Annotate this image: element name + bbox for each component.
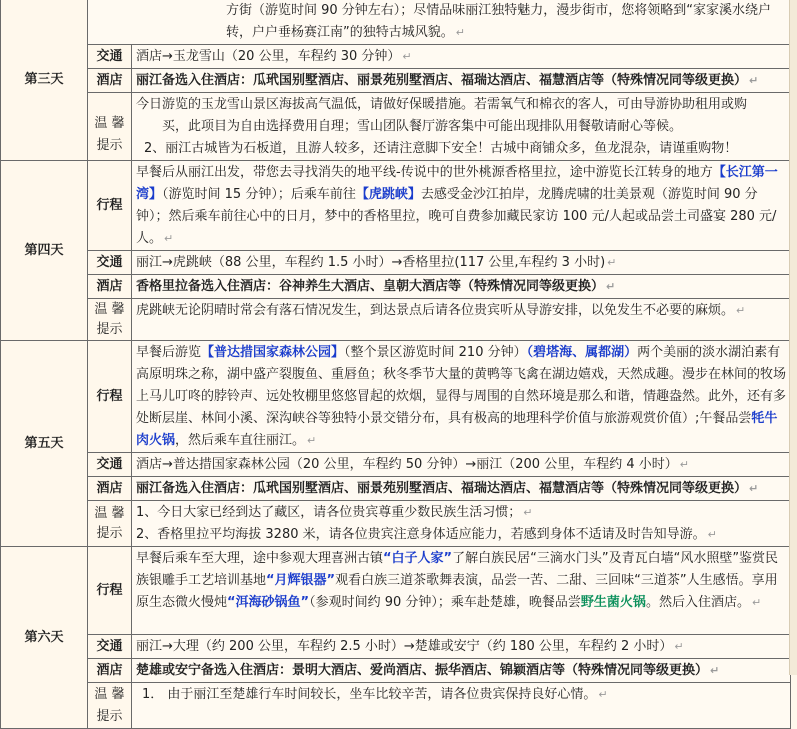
- day4-hotel-text: 香格里拉备选入住酒店：谷神养生大酒店、皇朝大酒店等（特殊情况同等级更换）: [136, 279, 605, 294]
- tip-label-text: 温 馨 提示: [94, 302, 125, 337]
- day4-hotel-label: 酒店: [88, 275, 132, 299]
- day3-tip-line3: 2、丽江古城皆为石板道，且游人较多，还请注意脚下安全！古城中商铺众多，鱼龙混杂，请谨重购物！: [144, 141, 738, 156]
- day4-highlight-tiger-leaping-gorge: 【虎跳峡】: [355, 187, 421, 202]
- day3-traffic-row: [1, 45, 791, 69]
- day6-traffic-label: 交通: [88, 635, 132, 659]
- day4-tips: [132, 299, 791, 341]
- day5-text-c: 两个美丽的淡水湖泊素有高原明珠之称，湖中盛产裂腹鱼、重唇鱼；秋冬季节大量的黄鸭等飞禽在湖边嬉戏，天然成趣。漫步在林间的牧场上马儿叮咚的脖铃声、远处牧棚里悠悠冒起的炊烟，显得与周围的自然环境是那么和谐，情趣盎然。此外，还有多处断层崖、林间小溪、深沟峡谷等独特小景交错分布，具有极高的地理科学价值与旅游观赏价值）;午餐品尝: [136, 345, 787, 426]
- day6-text-c: 观看白族三道茶歌舞表演，品尝一苦、二甜、三回味“三道茶”人生感悟。享用原生态微火慢炖: [136, 573, 778, 610]
- return-mark: ↵: [751, 596, 762, 609]
- return-mark: ↵: [402, 50, 412, 63]
- day5-itinerary: [132, 341, 791, 453]
- return-mark: ↵: [307, 434, 317, 447]
- day6-tip-label: [88, 683, 132, 729]
- return-mark: ↵: [710, 664, 720, 677]
- day5-hotel: [132, 477, 791, 501]
- day3-traffic-text: 酒店→玉龙雪山（20 公里，车程约 30 分钟）: [136, 49, 401, 64]
- return-mark: ↵: [598, 688, 608, 701]
- day5-hotel-row: [1, 477, 791, 501]
- day5-tip-row: [1, 501, 791, 547]
- day3-top-row: [1, 0, 791, 45]
- return-mark: ↵: [455, 26, 465, 39]
- day6-text-d: （参观时间约 90 分钟）；乘车赴楚雄，晚餐品尝: [309, 595, 581, 610]
- day5-label: 第五天: [1, 341, 88, 547]
- day4-text-c: 去感受金沙江拍岸，龙腾虎啸的壮美景观（游览时间 90 分钟）；然后乘车前往心中的日月，梦中的香格里拉，晚可自费参加藏民家访 100 元/人起或品尝土司盛宴 280 元/人。: [136, 187, 777, 246]
- day4-traffic-text: 丽江→虎跳峡（88 公里，车程约 1.5 小时）→香格里拉(117 公里,车程约 3 小时): [136, 255, 606, 270]
- day4-tip-label: [88, 299, 132, 341]
- day6-hotel-text: 楚雄或安宁备选入住酒店：景明大酒店、爱尚酒店、振华酒店、锦颖酒店等（特殊情况同等级更换）: [136, 663, 709, 678]
- day5-itinerary-row: [1, 341, 791, 453]
- day3-hotel-label: 酒店: [88, 69, 132, 93]
- return-mark: ↵: [606, 280, 616, 293]
- day4-tip-row: [1, 299, 791, 341]
- day5-tip-line2: [136, 524, 786, 546]
- day3-hotel-row: [1, 69, 791, 93]
- day6-hotel-row: [1, 659, 791, 683]
- day3-tips: [132, 93, 791, 161]
- day6-hotel-label: 酒店: [88, 659, 132, 683]
- day6-highlight-silverware: “月辉银器”: [266, 573, 336, 588]
- day5-text-b: （整个景区游览时间 210 分钟）: [344, 345, 527, 360]
- return-mark: ↵: [674, 640, 684, 653]
- day4-traffic-row: [1, 251, 791, 275]
- day4-itinerary-label: 行程: [88, 161, 132, 251]
- day3-tip-line2: 买，此项目为自由选择费用自理；雪山团队餐厅游客集中可能出现排队用餐敬请耐心等候。: [162, 119, 683, 134]
- day3-tip-line1: 今日游览的玉龙雪山景区海拔高气温低，请做好保暖措施。若需氧气和棉衣的客人，可由导游协助租用或购: [136, 97, 748, 112]
- day3-traffic: [132, 45, 791, 69]
- day4-label: 第四天: [1, 161, 88, 341]
- day4-traffic-label: 交通: [88, 251, 132, 275]
- day3-hotel: [132, 69, 791, 93]
- day5-text-a: 早餐后游览: [136, 345, 202, 360]
- day6-itinerary-row: [1, 547, 791, 635]
- day5-tip1-text: 1、今日大家已经到达了藏区，请各位贵宾尊重少数民族生活习惯；: [136, 505, 522, 520]
- return-mark: ↵: [736, 304, 746, 317]
- day6-traffic-row: [1, 635, 791, 659]
- day6-text-a: 早餐后乘车至大理，途中参观大理喜洲古镇: [136, 551, 384, 566]
- day4-hotel: [132, 275, 791, 299]
- page-edge: [789, 0, 797, 675]
- day5-traffic: [132, 453, 791, 477]
- day6-traffic: [132, 635, 791, 659]
- day3-traffic-label: 交通: [88, 45, 132, 69]
- day5-highlight-pudacuo-park: 【普达措国家森林公园】: [201, 345, 345, 360]
- day6-traffic-text: 丽江→大理（约 200 公里，车程约 2.5 小时）→楚雄或安宁（约 180 公里，车程约 2 小时）: [136, 639, 673, 654]
- day4-traffic: [132, 251, 791, 275]
- tip-label-text: 温 馨 提示: [94, 687, 125, 724]
- day3-itinerary-cont: [88, 0, 791, 45]
- day5-tip-label: [88, 501, 132, 547]
- day6-tips: [132, 683, 791, 729]
- day6-highlight-mushroom-hotpot: 野生菌火锅: [580, 595, 646, 610]
- day5-highlight-lakes: （碧塔海、属都湖）: [526, 345, 638, 360]
- day6-text-b: 了解白族民居“三滴水门头”及青瓦白墙“风水照壁”鉴赏民族银雕手工艺培训基地: [136, 551, 779, 588]
- day5-text-d: ，然后乘车直往丽江。: [175, 433, 306, 448]
- day4-itinerary-row: [1, 161, 791, 251]
- day6-itinerary-label: 行程: [88, 547, 132, 635]
- day4-itinerary: [132, 161, 791, 251]
- day3-top-text: 方街（游览时间 90 分钟左右）；尽情品味丽江独特魅力，漫步街市，您将领略到“家家溪水绕户转，户户垂杨赛江南”的独特古城风貌。: [226, 3, 772, 40]
- day6-tip-row: [1, 683, 791, 729]
- day6-tip-text: 1． 由于丽江至楚雄行车时间较长，坐车比较辛苦，请各位贵宾保持良好心情。: [142, 687, 597, 702]
- day4-text-a: 早餐后从丽江出发，带您去寻找消失的地平线-传说中的世外桃源香格里拉，途中游览长江转身的地方: [136, 165, 713, 180]
- return-mark: ↵: [607, 256, 617, 269]
- day3-tip-label: [88, 93, 132, 161]
- day5-highlight-yak-hotpot: 牦牛肉火锅: [136, 411, 778, 448]
- day3-tip-row: [1, 93, 791, 161]
- day5-tip-line1: [136, 502, 786, 524]
- day5-tip2-text: 2、香格里拉平均海拔 3280 米，请各位贵宾注意身体适应能力，若感到身体不适请及时告知导游。: [136, 527, 706, 542]
- day3-label: 第三天: [1, 0, 88, 161]
- return-mark: ↵: [749, 74, 759, 87]
- day5-traffic-row: [1, 453, 791, 477]
- tip-label-text: 温 馨 提示: [94, 116, 125, 153]
- day4-text-b: （游览时间 15 分钟）；后乘车前往: [162, 187, 356, 202]
- day4-highlight-yangtze-bend: 【长江第一湾】: [136, 165, 778, 202]
- day5-itinerary-label: 行程: [88, 341, 132, 453]
- tip-label-text: 温 馨 提示: [94, 506, 125, 541]
- day5-traffic-label: 交通: [88, 453, 132, 477]
- return-mark: ↵: [707, 528, 717, 541]
- day4-tip-text: 虎跳峡无论阴晴时常会有落石情况发生，到达景点后请各位贵宾听从导游安排，以免发生不必要的麻烦。: [136, 303, 735, 318]
- day6-itinerary: [132, 547, 791, 635]
- day4-hotel-row: [1, 275, 791, 299]
- day5-hotel-text: 丽江备选入住酒店：瓜玳国别墅酒店、丽景苑别墅酒店、福瑞达酒店、福慧酒店等（特殊情况同等级更换）: [136, 481, 748, 496]
- day3-hotel-text: 丽江备选入住酒店：瓜玳国别墅酒店、丽景苑别墅酒店、福瑞达酒店、福慧酒店等（特殊情况同等级更换）: [136, 73, 748, 88]
- day5-hotel-label: 酒店: [88, 477, 132, 501]
- day6-highlight-erhai-fish: “洱海砂锅鱼”: [227, 595, 310, 610]
- day6-hotel: [132, 659, 791, 683]
- return-mark: ↵: [679, 458, 689, 471]
- day5-traffic-text: 酒店→普达措国家森林公园（20 公里，车程约 50 分钟）→丽江（200 公里，车程约 4 小时）: [136, 457, 678, 472]
- day6-highlight-bai-family: “白子人家”: [383, 551, 453, 566]
- return-mark: ↵: [749, 482, 759, 495]
- day6-label: 第六天: [1, 547, 88, 729]
- day5-tips: [132, 501, 791, 547]
- return-mark: ↵: [523, 506, 533, 519]
- day6-text-e: 。然后入住酒店。: [645, 595, 750, 610]
- return-mark: ↵: [164, 232, 174, 245]
